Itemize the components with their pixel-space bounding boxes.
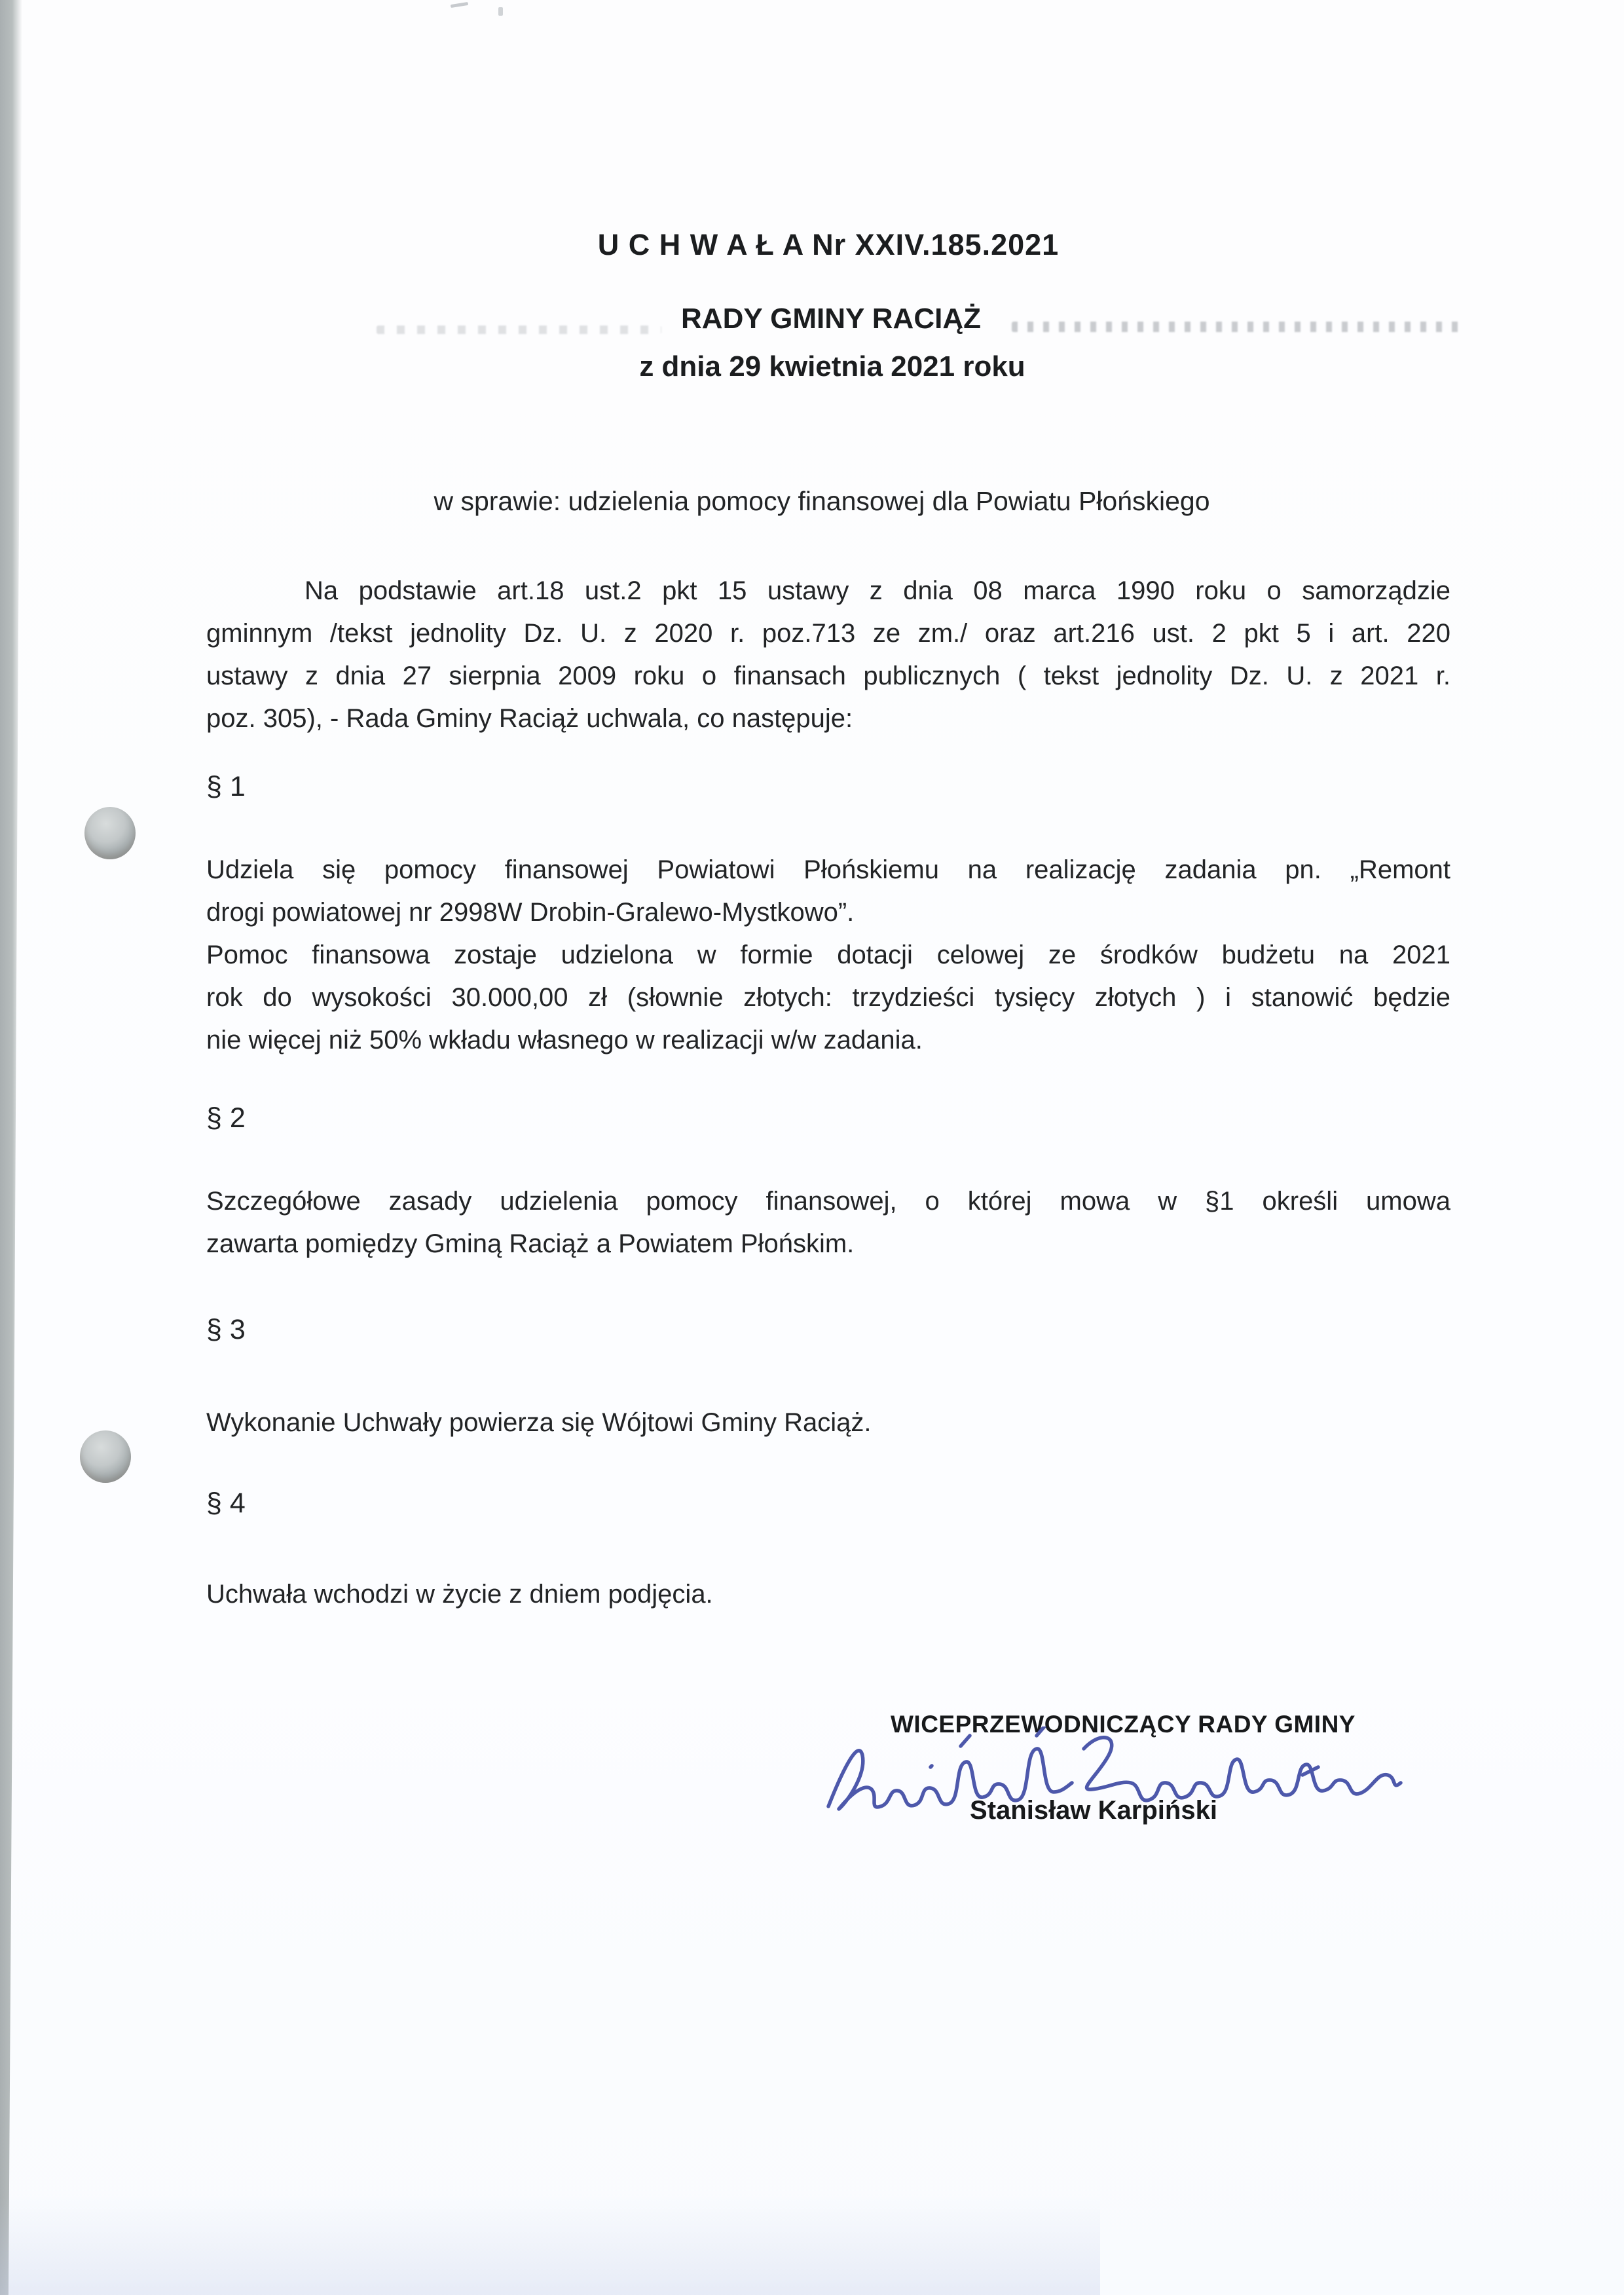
legal-basis-paragraph xyxy=(206,570,1450,740)
subject-line: w sprawie: udzielenia pomocy finansowej dla Powiatu Płońskiego xyxy=(434,486,1210,516)
paragraph-line: nie więcej niż 50% wkładu własnego w realizacji w/w zadania. xyxy=(206,1026,923,1054)
paragraph-line: zawarta pomiędzy Gminą Raciąż a Powiatem Płońskim. xyxy=(206,1229,855,1258)
section-3-paragraph xyxy=(206,1402,1450,1444)
signatory-name: Stanisław Karpiński xyxy=(970,1796,1217,1825)
paragraph-line: gminnym /tekst jednolity Dz. U. z 2020 r. poz.713 ze zm./ oraz art.216 ust. 2 pkt 5 i art. 220 xyxy=(206,619,1450,648)
hole-punch-bottom xyxy=(80,1430,131,1483)
scan-speck xyxy=(498,7,503,16)
paragraph-line: Wykonanie Uchwały powierza się Wójtowi Gminy Raciąż. xyxy=(206,1408,872,1437)
section-4-paragraph xyxy=(206,1573,1450,1616)
resolution-date-title: z dnia 29 kwietnia 2021 roku xyxy=(639,350,1025,382)
council-name-title: RADY GMINY RACIĄŻ xyxy=(681,303,981,335)
paragraph-line: drogi powiatowej nr 2998W Drobin-Gralewo-Mystkowo”. xyxy=(206,898,855,927)
paragraph-line: Uchwała wchodzi w życie z dniem podjęcia. xyxy=(206,1580,713,1609)
paragraph-line: Szczegółowe zasady udzielenia pomocy finansowej, o której mowa w §1 określi umowa xyxy=(206,1187,1450,1216)
scan-speck xyxy=(451,2,468,8)
paragraph-line: Na podstawie art.18 ust.2 pkt 15 ustawy z dnia 08 marca 1990 roku o samorządzie xyxy=(304,576,1450,605)
paragraph-line: ustawy z dnia 27 sierpnia 2009 roku o finansach publicznych ( tekst jednolity Dz. U. z 2021 r. xyxy=(206,662,1450,690)
paragraph-line: Pomoc finansowa zostaje udzielona w formie dotacji celowej ze środków budżetu na 2021 xyxy=(206,941,1450,969)
section-4-marker: § 4 xyxy=(206,1487,246,1519)
scan-bottom-tint xyxy=(0,2197,1100,2295)
paragraph-line: poz. 305), - Rada Gminy Raciąż uchwala, co następuje: xyxy=(206,704,853,733)
scanner-edge-shadow xyxy=(0,0,22,2295)
section-3-marker: § 3 xyxy=(206,1314,246,1345)
section-1-marker: § 1 xyxy=(206,771,246,802)
paragraph-line: rok do wysokości 30.000,00 zł (słownie złotych: trzydzieści tysięcy złotych ) i stanowić będzie xyxy=(206,983,1450,1012)
section-1-paragraph xyxy=(206,849,1450,1062)
resolution-number-title: U C H W A Ł A Nr XXIV.185.2021 xyxy=(597,228,1060,261)
section-2-marker: § 2 xyxy=(206,1102,246,1134)
signatory-role: WICEPRZEWODNICZĄCY RADY GMINY xyxy=(891,1711,1356,1738)
paragraph-line: Udziela się pomocy finansowej Powiatowi Płońskiemu na realizację zadania pn. „Remont xyxy=(206,855,1450,884)
section-2-paragraph xyxy=(206,1180,1450,1265)
hole-punch-top xyxy=(84,807,136,859)
